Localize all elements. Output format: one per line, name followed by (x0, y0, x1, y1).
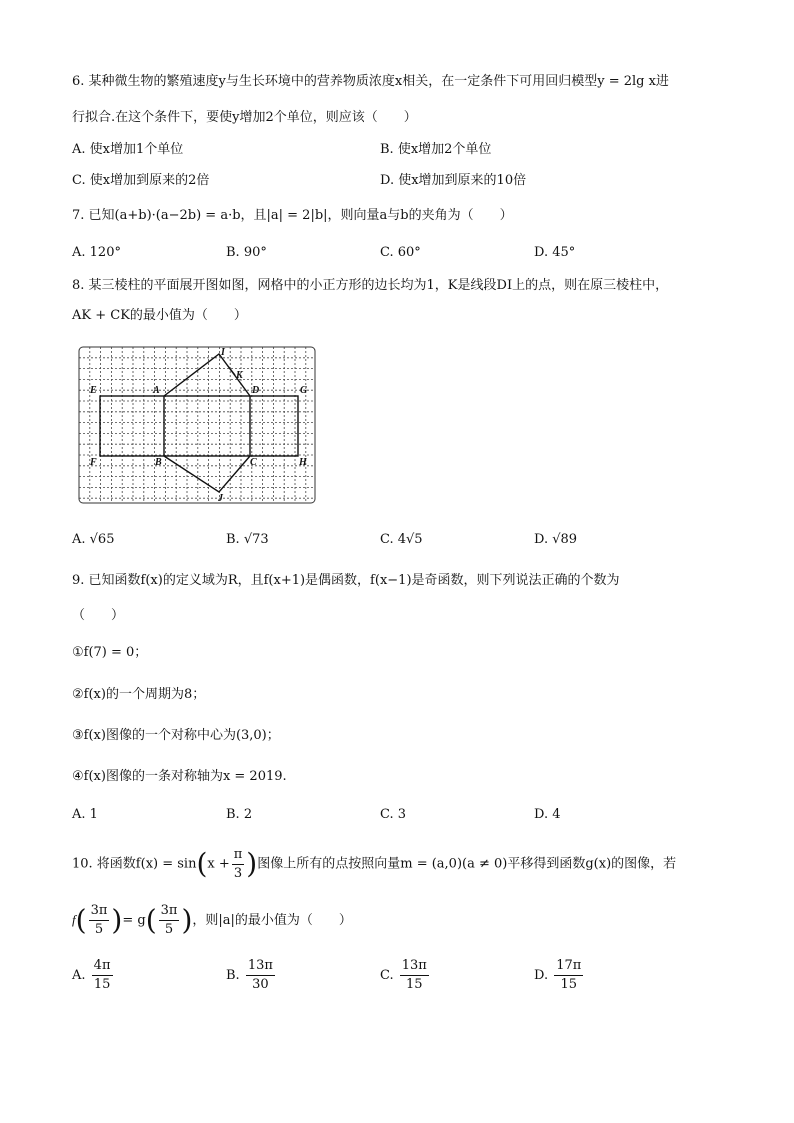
label-i: I (221, 347, 225, 358)
q10-suffix: 图像上所有的点按照向量m = (a,0)(a ≠ 0)平移得到函数g(x)的图像，若 (257, 856, 677, 872)
q10-prefix: 10. 将函数f(x) = sin (72, 856, 197, 872)
label-g: G (300, 385, 308, 396)
fraction-numerator: 17π (554, 957, 583, 976)
q9-option-d: D. 4 (534, 807, 561, 822)
option-fraction (246, 957, 275, 994)
three-pi-over-5-fraction (89, 902, 110, 939)
left-paren: ( (196, 847, 208, 880)
f-symbol: f (72, 912, 76, 927)
label-j: J (218, 493, 223, 504)
fraction-numerator: 13π (400, 957, 429, 976)
fraction-denominator: 5 (94, 922, 104, 937)
fraction-numerator: 3π (89, 902, 110, 921)
label-b: B (155, 457, 162, 468)
fraction-denominator: 30 (252, 977, 269, 992)
q9-option-a: A. 1 (72, 807, 98, 822)
fraction-numerator: 3π (159, 902, 180, 921)
fraction-numerator: 4π (92, 957, 113, 976)
label-h: H (299, 457, 307, 468)
q7-option-a: A. 120° (72, 245, 121, 260)
right-paren: ) (181, 903, 193, 937)
q10-stem-line2 (72, 898, 352, 943)
q9-item-3: ③f(x)图像的一个对称中心为(3,0)； (72, 728, 280, 743)
q9-item-1: ①f(7) = 0； (72, 645, 148, 660)
q6-option-a: A. 使x增加1个单位 (72, 142, 184, 157)
q6-option-c: C. 使x增加到原来的2倍 (72, 173, 210, 188)
fraction-denominator: 3 (233, 865, 243, 881)
fraction-denominator: 5 (164, 922, 174, 937)
right-paren: ) (111, 903, 123, 937)
option-fraction (400, 957, 429, 994)
option-fraction (92, 957, 113, 994)
q6-stem-line1: 6. 某种微生物的繁殖速度y与生长环境中的营养物质浓度x相关，在一定条件下可用回归模型y = 2lg x进 (72, 74, 669, 89)
q7-option-d: D. 45° (534, 245, 576, 260)
q9-item-4: ④f(x)图像的一条对称轴为x = 2019. (72, 769, 287, 784)
q7-option-c: C. 60° (380, 245, 421, 260)
prism-net-figure (78, 346, 318, 506)
k-marker-arrow (228, 366, 235, 375)
q8-option-c: C. 4√5 (380, 532, 423, 547)
q10-inner: x + (207, 856, 230, 872)
q9-item-2: ②f(x)的一个周期为8； (72, 687, 206, 702)
q8-option-b: B. √73 (226, 532, 269, 547)
q10-option-c (380, 956, 431, 996)
option-label: D. (534, 968, 549, 983)
q6-option-b: B. 使x增加2个单位 (380, 142, 492, 157)
q9-option-c: C. 3 (380, 807, 407, 822)
option-label: B. (226, 968, 240, 983)
q10-suffix: ，则|a|的最小值为（ ） (192, 913, 352, 928)
fraction-numerator: 13π (246, 957, 275, 976)
q10-option-b (226, 956, 277, 996)
q8-stem-line2: AK + CK的最小值为（ ） (72, 308, 247, 323)
pi-over-3-fraction (232, 846, 245, 883)
q9-option-b: B. 2 (226, 807, 253, 822)
label-e: E (90, 385, 97, 396)
q8-option-a: A. √65 (72, 532, 115, 547)
three-pi-over-5-fraction (159, 902, 180, 939)
fraction-denominator: 15 (560, 977, 578, 992)
equals-g: = g (122, 913, 146, 928)
q8-option-d: D. √89 (534, 532, 578, 547)
q7-option-b: B. 90° (226, 245, 267, 260)
label-k: K (236, 370, 243, 381)
q9-stem-line2: （ ） (72, 608, 125, 623)
label-d: D (252, 385, 260, 396)
q10-stem-line1 (72, 842, 676, 887)
q10-option-a (72, 956, 115, 996)
left-paren: ( (75, 903, 87, 937)
fraction-denominator: 15 (406, 977, 423, 992)
fraction-numerator: π (232, 846, 245, 865)
q6-stem-line2: 行拟合.在这个条件下，要使y增加2个单位，则应该（ ） (72, 110, 417, 125)
option-label: C. (380, 968, 394, 983)
right-paren: ) (246, 847, 258, 880)
option-fraction (554, 957, 583, 994)
q10-option-d (534, 956, 585, 996)
option-label: A. (72, 968, 86, 983)
q7-stem: 7. 已知(a+b)·(a−2b) = a·b，且|a| = 2|b|，则向量a与b的夹角为（ ） (72, 208, 513, 223)
left-paren: ( (145, 903, 157, 937)
q6-option-d: D. 使x增加到原来的10倍 (380, 173, 527, 188)
fraction-denominator: 15 (93, 977, 111, 992)
label-c: C (250, 457, 257, 468)
label-f: F (90, 457, 97, 468)
q9-stem-line1: 9. 已知函数f(x)的定义域为R，且f(x+1)是偶函数，f(x−1)是奇函数，则下列说法正确的个数为 (72, 573, 620, 588)
q8-stem-line1: 8. 某三棱柱的平面展开图如图，网格中的小正方形的边长均为1，K是线段DI上的点，则在原三棱柱中， (72, 278, 669, 293)
label-a: A (153, 385, 160, 396)
